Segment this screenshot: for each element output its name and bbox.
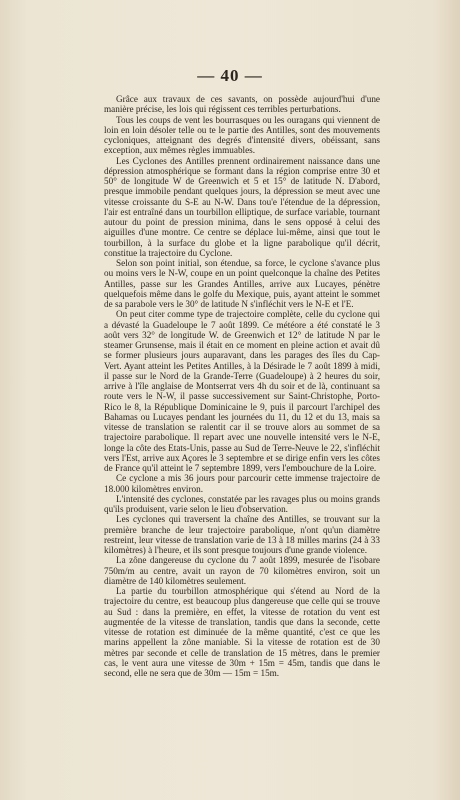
paragraph: On peut citer comme type de trajectoire complète, celle du cyclone qui a dévasté la Guadeloupe le 7 août 1899. Ce météore a été constaté le 3 août vers 32° de longitude W. de Greenwich et 12° de latitude N par le steamer Grunsense, mais il était en ce moment en pleine action et avait dû se former plusieurs jours auparavant, dans les parages des îles du Cap-Vert. Ayant atteint les Petites Antilles, à la Désirade le 7 août 1899 à midi, il passe sur le Nord de la Grande-Terre (Guadeloupe) à 2 heures du soir, arrive à l'île anglaise de Montserrat vers 4h du soir et de là, continuant sa route vers le N-W, il passe successivement sur Saint-Christophe, Porto-Rico le 8, la République Dominicaine le 9, puis il parcourt l'archipel des Bahamas ou Lucayes pendant les journées du 11, du 12 et du 13, mais sa vitesse de translation se ralentit car il se trouve alors au sommet de sa trajectoire parabolique. Il repart avec une nouvelle intensité vers le N-E, longe la côte des Etats-Unis, passe au Sud de Terre-Neuve le 22, s'infléchit vers l'Est, arrive aux Açores le 3 septembre et se dirige enfin vers les côtes de France qu'il atteint le 7 septembre 1899, vers l'embouchure de la Loire. bbox=[104, 309, 380, 473]
paragraph: Les cyclones qui traversent la chaîne des Antilles, se trouvant sur la première branche de leur trajectoire parabolique, n'ont qu'un diamètre restreint, leur vitesse de translation varie de 13 à 18 milles marins (24 à 33 kilomètres) à l'heure, et ils sont presque toujours d'une grande violence. bbox=[104, 514, 380, 555]
paragraph: La partie du tourbillon atmosphérique qui s'étend au Nord de la trajectoire du centre, est beaucoup plus dangereuse que celle qui se trouve au Sud : dans la première, en effet, la vitesse de rotation du vent est augmentée de la vitesse de translation, tandis que dans la seconde, cette vitesse de rotation est diminuée de la même quantité, c'est ce que les marins appellent la zône maniable. Si la vitesse de rotation est de 30 mètres par seconde et celle de translation de 15 mètres, dans le premier cas, le vent aura une vitesse de 30m + 15m = 45m, tandis que dans le second, elle ne sera que de 30m — 15m = 15m. bbox=[104, 586, 380, 678]
paragraph: Les Cyclones des Antilles prennent ordinairement naissance dans une dépression atmosphérique se formant dans la région comprise entre 30 et 50° de longitude W de Greenwich et 5 et 15° de latitude N. D'abord, presque immobile pendant quelques jours, la dépression se meut avec une vitesse croissante du S-E au N-W. Dans tou'e l'étendue de la dépression, l'air est entraîné dans un tourbillon elliptique, de surface variable, tournant autour du point de pression minima, dans le sens opposé à celui des aiguilles d'une montre. Ce centre se déplace lui-même, ainsi que tout le tourbillon, à la surface du globe et la ligne parabolique qu'il décrit, constitue la trajectoire du Cyclone. bbox=[104, 155, 380, 258]
paragraph: La zône dangereuse du cyclone du 7 août 1899, mesurée de l'isobare 750m/m au centre, avait un rayon de 70 kilomètres environ, soit un diamètre de 140 kilomètres seulement. bbox=[104, 555, 380, 586]
body-text bbox=[104, 94, 380, 678]
paragraph: Grâce aux travaux de ces savants, on possède aujourd'hui d'une manière précise, les lois qui régissent ces terribles perturbations. bbox=[104, 94, 380, 115]
paragraph: L'intensité des cyclones, constatée par les ravages plus ou moins grands qu'ils produisent, varie selon le lieu d'observation. bbox=[104, 493, 380, 514]
page-number: — 40 — bbox=[197, 66, 263, 85]
paragraph: Selon son point initial, son étendue, sa force, le cyclone s'avance plus ou moins vers le N-W, coupe en un point quelconque la chaîne des Petites Antilles, passe sur les Grandes Antilles, arrive aux Lucayes, pénètre quelquefois même dans le golfe du Mexique, puis, ayant atteint le sommet de sa parabole vers le 30° de latitude N s'infléchit vers le N-E et l'E. bbox=[104, 258, 380, 309]
paragraph: Ce cyclone a mis 36 jours pour parcourir cette immense trajectoire de 18.000 kilomètres environ. bbox=[104, 473, 380, 494]
paragraph: Tous les coups de vent les bourrasques ou les ouragans qui viennent de loin en loin désoler telle ou te le partie des Antilles, sont des mouvements cycloniques, atteignant des degrés d'intensité divers, obéissant, sans exception, aux mêmes règles immuables. bbox=[104, 114, 380, 156]
